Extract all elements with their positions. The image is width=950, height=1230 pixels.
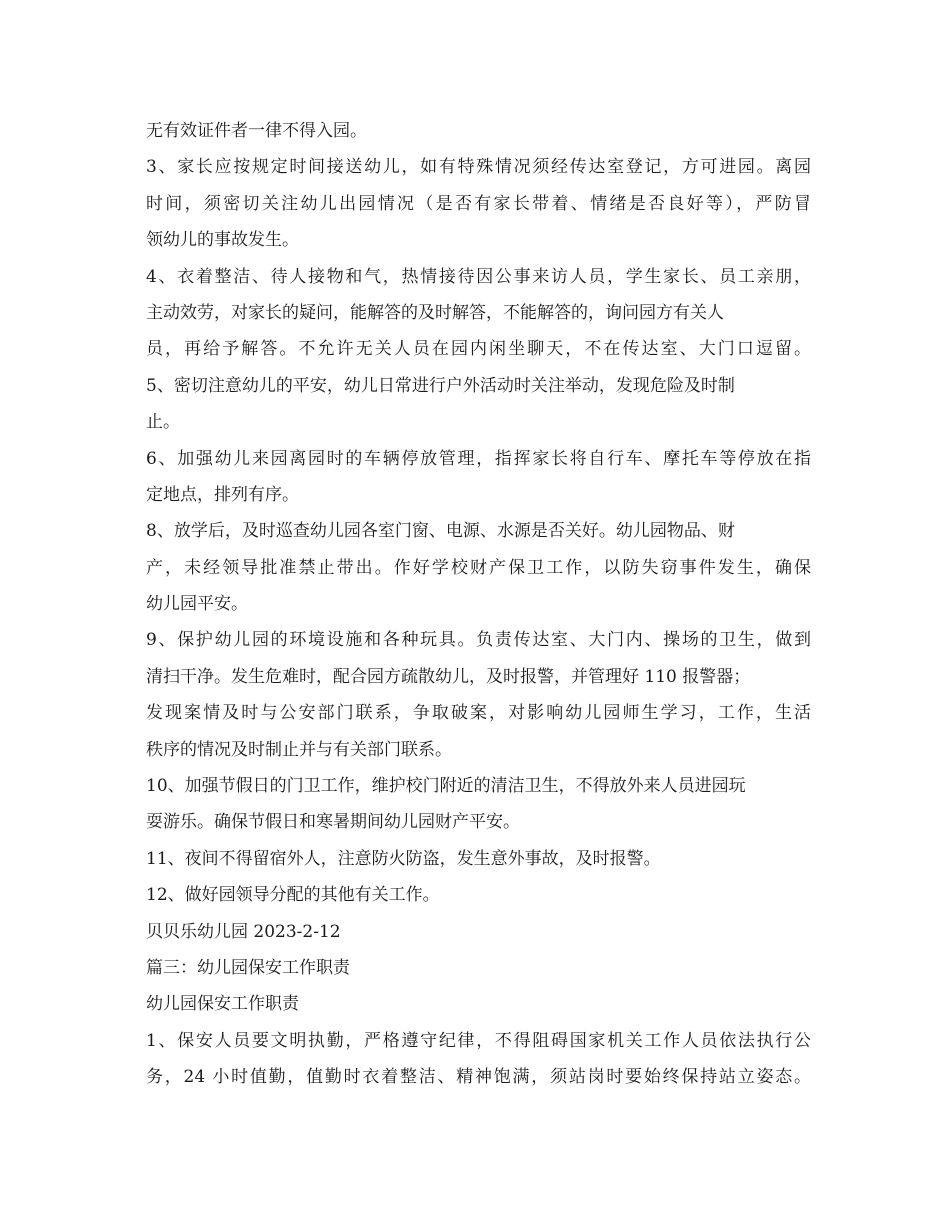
text-line: 4、衣着整洁、待人接物和气，热情接待因公事来访人员，学生家长、员工亲朋， <box>146 266 811 287</box>
text-line: 领幼儿的事故发生。 <box>146 230 299 251</box>
text-line: 8、放学后，及时巡查幼儿园各室门窗、电源、水源是否关好。幼儿园物品、财 <box>146 521 735 542</box>
text-line: 12、做好园领导分配的其他有关工作。 <box>146 885 440 906</box>
text-line: 秩序的情况及时制止并与有关部门联系。 <box>146 739 452 760</box>
text-line: 时间，须密切关注幼儿出园情况（是否有家长带着、情绪是否良好等），严防冒 <box>146 193 811 214</box>
text-line: 11、夜间不得留宿外人，注意防火防盗，发生意外事故，及时报警。 <box>146 848 661 869</box>
text-line: 6、加强幼儿来园离园时的车辆停放管理，指挥家长将自行车、摩托车等停放在指 <box>146 448 811 469</box>
text-line: 3、家长应按规定时间接送幼儿，如有特殊情况须经传达室登记，方可进园。离园 <box>146 157 811 178</box>
text-line: 务，24 小时值勤，值勤时衣着整洁、精神饱满，须站岗时要始终保持站立姿态。 <box>146 1067 811 1088</box>
text-line: 员，再给予解答。不允许无关人员在园内闲坐聊天，不在传达室、大门口逗留。 <box>146 339 811 360</box>
text-line: 清扫干净。发生危难时，配合园方疏散幼儿，及时报警，并管理好 110 报警器； <box>146 666 751 687</box>
text-line: 10、加强节假日的门卫工作，维护校门附近的清洁卫生，不得放外来人员进园玩 <box>146 776 746 797</box>
text-line: 无有效证件者一律不得入园。 <box>146 121 367 141</box>
text-line: 产，未经领导批准禁止带出。作好学校财产保卫工作，以防失窃事件发生，确保 <box>146 557 811 578</box>
signature-line: 贝贝乐幼儿园 2023-2-12 <box>146 921 341 942</box>
text-line: 主动效劳，对家长的疑问，能解答的及时解答，不能解答的，询问园方有关人 <box>146 302 724 323</box>
text-line: 幼儿园平安。 <box>146 594 248 615</box>
text-line: 定地点，排列有序。 <box>146 484 299 505</box>
text-line: 9、保护幼儿园的环境设施和各种玩具。负责传达室、大门内、操场的卫生，做到 <box>146 630 811 651</box>
text-line: 止。 <box>146 412 180 433</box>
text-line: 5、密切注意幼儿的平安，幼儿日常进行户外活动时关注举动，发现危险及时制 <box>146 375 735 396</box>
document-page <box>146 113 811 1096</box>
section-heading: 篇三：幼儿园保安工作职责 <box>146 957 350 978</box>
text-line: 发现案情及时与公安部门联系，争取破案，对影响幼儿园师生学习，工作，生活 <box>146 703 811 724</box>
text-line: 耍游乐。确保节假日和寒暑期间幼儿园财产平安。 <box>146 812 520 833</box>
text-line: 1、保安人员要文明执勤，严格遵守纪律，不得阻碍国家机关工作人员依法执行公 <box>146 1030 811 1051</box>
section-title: 幼儿园保安工作职责 <box>146 994 299 1015</box>
